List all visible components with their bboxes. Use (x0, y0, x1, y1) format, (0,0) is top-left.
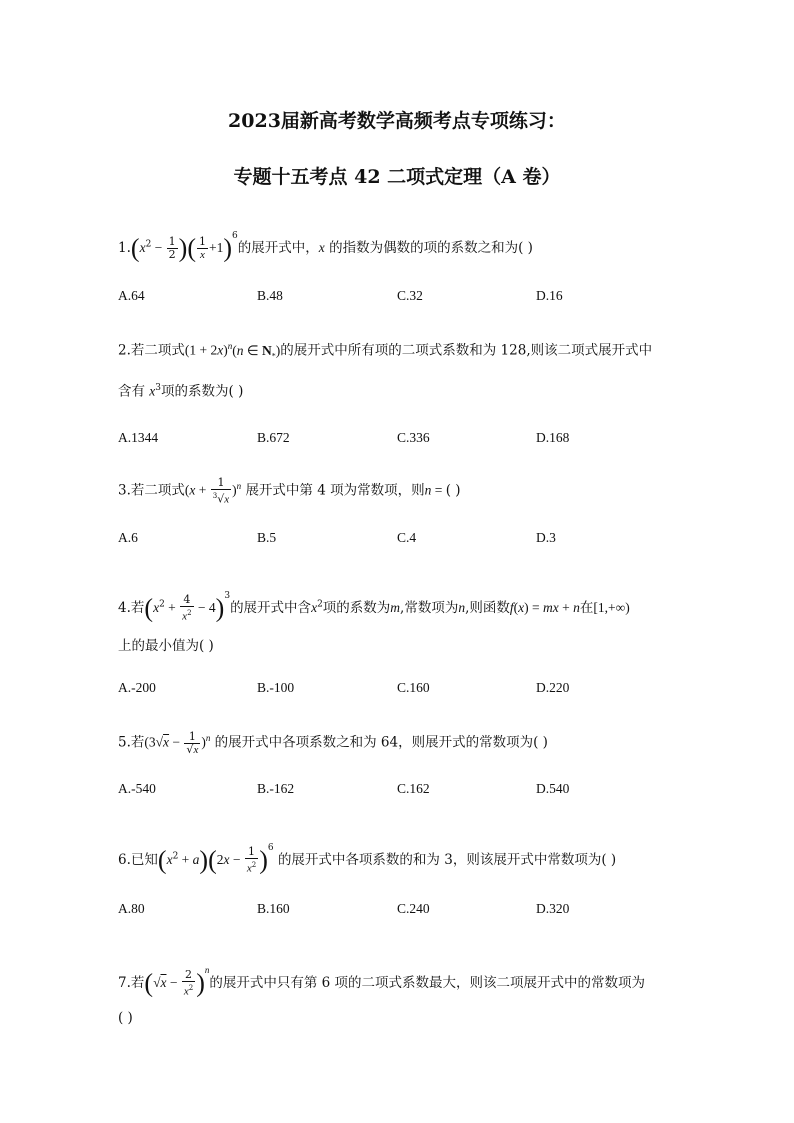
question-4-line2 (118, 636, 214, 656)
option-c[interactable]: C.32 (397, 288, 423, 303)
option-c[interactable]: C.162 (397, 781, 430, 796)
question-number: 5.若 (118, 734, 145, 751)
question-text: 项的系数为( ) (161, 383, 244, 400)
option-d[interactable]: D.168 (536, 430, 570, 445)
option-c[interactable]: C.336 (397, 430, 430, 445)
question-4: 4.若($x^2$ + $\frac{4}{x^2}$ − 4)$^3$的展开式中含$x^2$项的系数为m,常数项为n,则函数f(x) = mx + n在[1,+∞) (118, 591, 630, 623)
question-text: ( ) (118, 1010, 133, 1026)
option-b[interactable]: B.-100 (257, 680, 295, 695)
question-text: ( ) (445, 482, 461, 499)
option-d[interactable]: D.220 (536, 680, 570, 695)
option-a[interactable]: A.-200 (118, 680, 156, 695)
option-b[interactable]: B.160 (257, 901, 290, 916)
question-5: 5.若(3√x − $\frac{1}{√x}$ )$^n$ 的展开式中各项系数之和为 64，则展开式的常数项为( ) (118, 729, 548, 756)
document-title: 2023届新高考数学高频考点专项练习： (228, 110, 566, 132)
option-a[interactable]: A.80 (118, 901, 145, 916)
question-text: ,常数项为 (400, 600, 459, 616)
question-text: ,则函数 (465, 600, 510, 616)
variable: n (458, 600, 466, 615)
question-number: 4.若 (118, 600, 145, 616)
question-text: 展开式中第 4 项为常数项，则 (245, 482, 425, 499)
question-number: 7.若 (118, 975, 145, 991)
question-number: 1. (118, 240, 131, 256)
question-number: 2.若二项式 (118, 342, 185, 359)
interval: [1,+∞) (593, 600, 630, 615)
question-6: 6.已知$(x^2 + a)(2x$ − $\frac{1}{x^2}$ )$^6$ 的展开式中各项系数的和为 3，则该展开式中常数项为( ) (118, 843, 617, 875)
question-number: 6.已知 (118, 852, 158, 868)
question-text: 的展开式中含 (230, 600, 312, 616)
option-c[interactable]: C.4 (397, 530, 417, 545)
option-d[interactable]: D.3 (536, 530, 556, 545)
question-text: 含有 (118, 383, 145, 400)
question-text: 的展开式中只有第 6 项的二项式系数最大，则该二项展开式中的常数项为 (209, 975, 646, 991)
option-a[interactable]: A.1344 (118, 430, 159, 445)
option-a[interactable]: A.-540 (118, 781, 156, 796)
question-7-line2 (118, 1008, 133, 1028)
question-text: 的指数为偶数的项的系数之和为( ) (329, 240, 533, 256)
variable: m (390, 600, 401, 615)
question-text: 的展开式中各项系数之和为 64，则展开式的常数项为( ) (214, 734, 548, 751)
option-c[interactable]: C.240 (397, 901, 430, 916)
question-text: 项的系数为 (322, 600, 391, 616)
question-1: $1.(x^2$ − $\frac{1}{2}$ )( $\frac{1}{x}$ +1)$^6$的展开式中，x 的指数为偶数的项的系数之和为( ) (118, 231, 533, 263)
question-text: 的展开式中， (237, 240, 319, 256)
option-d[interactable]: D.16 (536, 288, 563, 303)
option-d[interactable]: D.540 (536, 781, 570, 796)
question-7: 7.若(√x − $\frac{2}{x^2}$ )$^n$的展开式中只有第 6 项的二项式系数最大，则该二项展开式中的常数项为 (118, 965, 646, 998)
question-2-line2: 含有 $x^3$项的系数为( ) (118, 383, 244, 400)
option-c[interactable]: C.160 (397, 680, 430, 695)
option-b[interactable]: B.672 (257, 430, 290, 445)
question-text: 在 (579, 600, 594, 616)
question-text: 的展开式中各项系数的和为 3，则该展开式中常数项为( ) (277, 852, 617, 868)
question-text: 的展开式中所有项的二项式系数和为 128,则该二项式展开式中 (280, 342, 653, 359)
option-a[interactable]: A.6 (118, 530, 138, 545)
question-text: 上的最小值为( ) (118, 638, 214, 654)
option-b[interactable]: B.48 (257, 288, 283, 303)
option-b[interactable]: B.-162 (257, 781, 295, 796)
document-subtitle: 专题十五考点 42 二项式定理（A 卷） (233, 166, 561, 188)
question-number: 3.若二项式 (118, 482, 185, 499)
question-2: 2.若二项式$(1 + 2x)^n(n$ ∈ $N_*$)的展开式中所有项的二项式系数和为 128,则该二项式展开式中 (118, 341, 653, 361)
option-d[interactable]: D.320 (536, 901, 570, 916)
variable: x (318, 240, 325, 255)
question-3: 3.若二项式(x + $\frac{1}{^3√x}$ )$^n$ 展开式中第 4 项为常数项，则n = ( ) (118, 475, 461, 506)
option-a[interactable]: A.64 (118, 288, 145, 303)
option-b[interactable]: B.5 (257, 530, 277, 545)
